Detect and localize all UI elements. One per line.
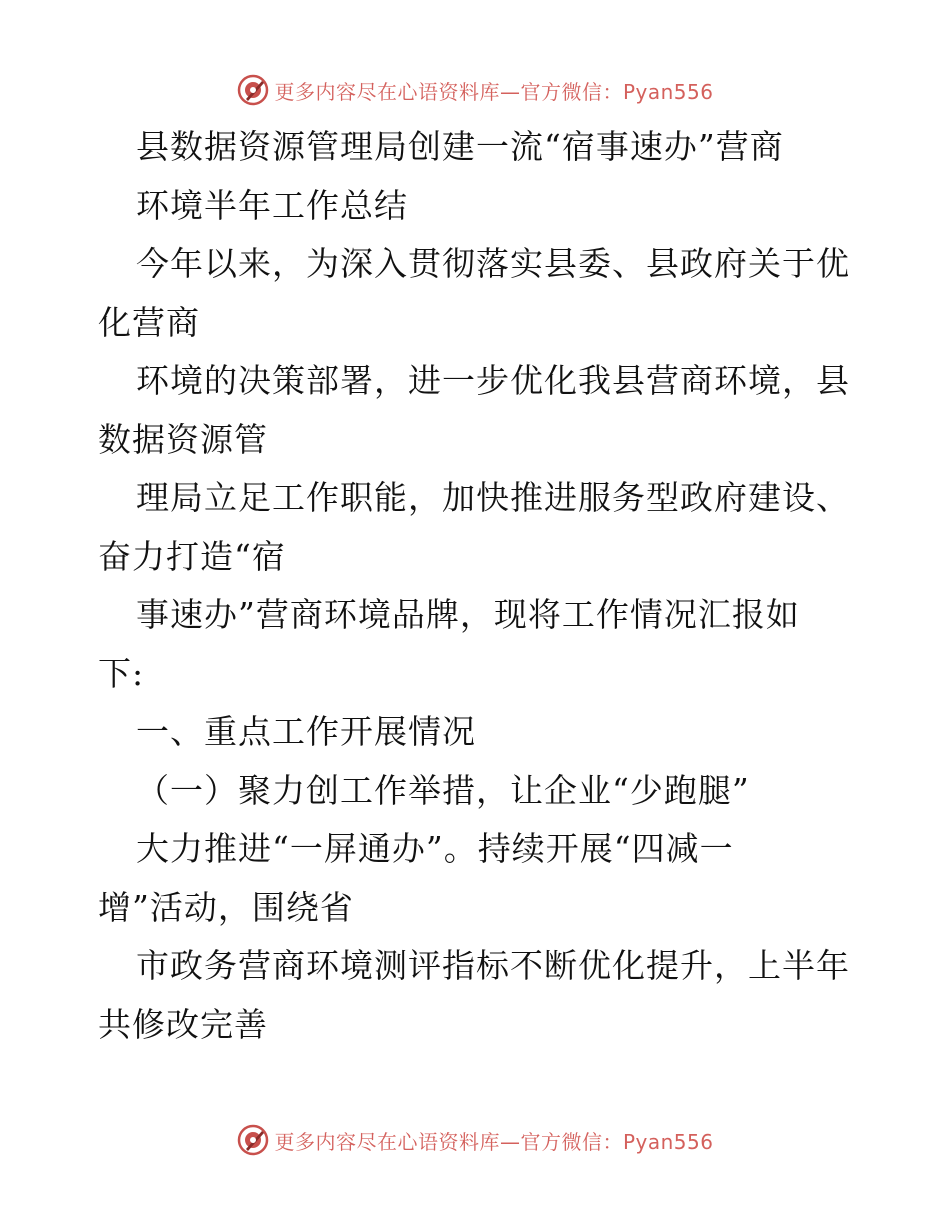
doc-line: 下: xyxy=(98,653,145,693)
doc-line: 市政务营商环境测评指标不断优化提升，上半年 xyxy=(136,946,850,985)
doc-line: 今年以来，为深入贯彻落实县委、县政府关于优 xyxy=(136,244,850,283)
doc-line: 大力推进“一屏通办”。持续开展“四减一 xyxy=(136,829,734,868)
watermark-text: 更多内容尽在心语资料库—官方微信：Pyan556 xyxy=(274,1129,714,1154)
pen-nib-icon xyxy=(236,73,270,107)
document-body xyxy=(98,118,858,1054)
footer-watermark xyxy=(0,1120,950,1160)
doc-line: 理局立足工作职能，加快推进服务型政府建设、 xyxy=(136,478,850,517)
doc-line: 化营商 xyxy=(98,302,200,342)
doc-line: 事速办”营商环境品牌，现将工作情况汇报如 xyxy=(136,595,800,634)
doc-line: 数据资源管 xyxy=(98,419,268,459)
pen-nib-icon xyxy=(236,1123,270,1157)
doc-line: 增”活动，围绕省 xyxy=(98,887,354,927)
header-watermark xyxy=(0,70,950,110)
doc-line: 环境的决策部署，进一步优化我县营商环境，县 xyxy=(136,361,850,400)
doc-line: 县数据资源管理局创建一流“宿事速办”营商 xyxy=(136,127,784,166)
doc-line: 一、重点工作开展情况 xyxy=(136,712,476,751)
doc-line: 奋力打造“宿 xyxy=(98,536,286,576)
doc-line: （一）聚力创工作举措，让企业“少跑腿” xyxy=(136,770,750,810)
doc-line: 环境半年工作总结 xyxy=(136,185,408,225)
doc-line: 共修改完善 xyxy=(98,1004,268,1044)
watermark-text: 更多内容尽在心语资料库—官方微信：Pyan556 xyxy=(274,79,714,104)
